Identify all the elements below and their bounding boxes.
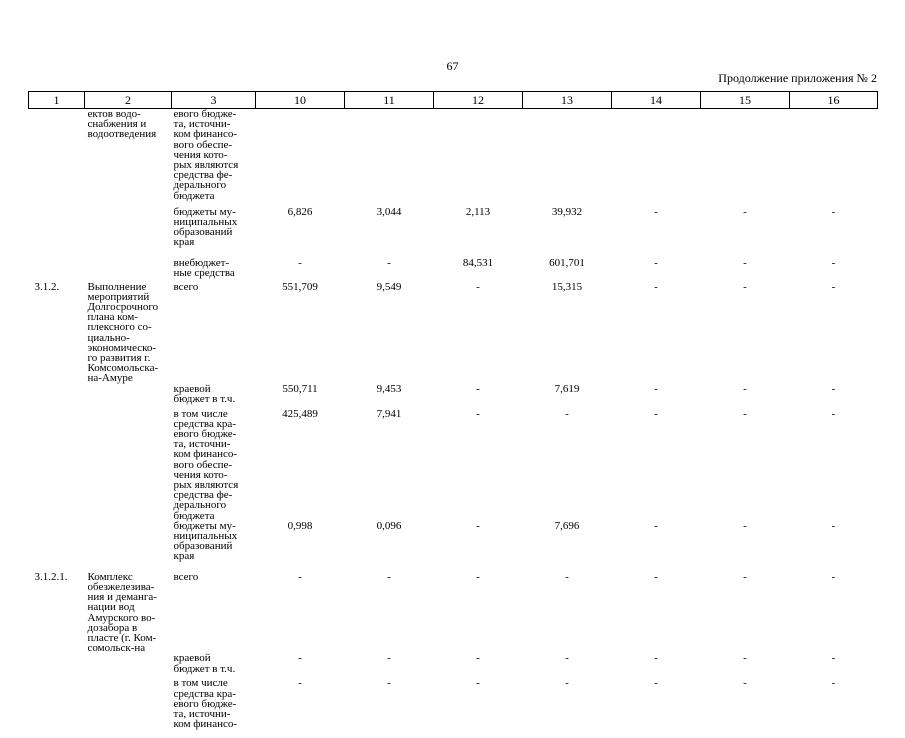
row-funding-source: бюджеты му- ниципальных образований края (172, 207, 256, 258)
row-value: - (701, 409, 790, 521)
row-name (85, 409, 172, 521)
row-funding-source: в том числе средства кра- евого бюдже- та, источни- ком финансо- (172, 678, 256, 738)
row-value: - (701, 572, 790, 654)
row-code (29, 258, 85, 282)
table-row (29, 282, 878, 384)
header-col-12: 12 (434, 92, 523, 109)
row-code (29, 109, 85, 207)
row-value: - (523, 409, 612, 521)
row-value (256, 109, 345, 207)
row-name (85, 207, 172, 258)
row-value: 39,932 (523, 207, 612, 258)
row-value: - (612, 678, 701, 738)
header-col-13: 13 (523, 92, 612, 109)
row-value: 2,113 (434, 207, 523, 258)
row-name (85, 653, 172, 678)
row-value (523, 109, 612, 207)
header-col-2: 2 (85, 92, 172, 109)
row-value: - (434, 521, 523, 572)
row-value: 3,044 (345, 207, 434, 258)
row-value: 425,489 (256, 409, 345, 521)
page-number: 67 (0, 59, 905, 74)
row-funding-source: всего (172, 572, 256, 654)
header-col-14: 14 (612, 92, 701, 109)
row-code (29, 384, 85, 409)
row-name: ектов водо- снабжения и водоотведения (85, 109, 172, 207)
row-value (612, 109, 701, 207)
row-value: 9,453 (345, 384, 434, 409)
table-row (29, 409, 878, 521)
table-row (29, 258, 878, 282)
row-value: - (612, 653, 701, 678)
row-value: 601,701 (523, 258, 612, 282)
row-funding-source: в том числе средства кра- евого бюдже- та, источни- ком финансо- вого обеспе- чения кото- рых являются средства фе- дерального бюджета (172, 409, 256, 521)
header-col-16: 16 (790, 92, 878, 109)
row-value: - (790, 207, 878, 258)
row-funding-source: внебюджет- ные средства (172, 258, 256, 282)
row-funding-source: евого бюдже- та, источни- ком финансо- вого обеспе- чения кото- рых являются средства фе- дерального бюджета (172, 109, 256, 207)
row-value: - (701, 258, 790, 282)
row-value: - (701, 384, 790, 409)
row-value: 551,709 (256, 282, 345, 384)
row-value: - (612, 207, 701, 258)
table-header-row (29, 92, 878, 109)
row-value: - (612, 282, 701, 384)
row-value: - (434, 282, 523, 384)
row-value: - (256, 678, 345, 738)
table-row (29, 109, 878, 207)
row-value: - (256, 572, 345, 654)
row-value: - (434, 678, 523, 738)
row-value: - (790, 521, 878, 572)
budget-table (28, 91, 878, 738)
row-value: 9,549 (345, 282, 434, 384)
row-funding-source: краевой бюджет в т.ч. (172, 384, 256, 409)
table-row (29, 384, 878, 409)
header-col-11: 11 (345, 92, 434, 109)
row-value: - (790, 409, 878, 521)
row-value: 7,619 (523, 384, 612, 409)
row-value: - (523, 572, 612, 654)
row-value: - (523, 678, 612, 738)
row-code (29, 678, 85, 738)
row-value: 0,096 (345, 521, 434, 572)
row-value: - (612, 258, 701, 282)
continuation-caption: Продолжение приложения № 2 (718, 71, 877, 86)
header-col-10: 10 (256, 92, 345, 109)
row-value: - (701, 678, 790, 738)
row-code: 3.1.2. (29, 282, 85, 384)
table-body (29, 109, 878, 738)
table-row (29, 653, 878, 678)
row-name: Выполнение мероприятий Долгосрочного плана ком- плексного со- циально- экономическо- го развития г. Комсомольска- на-Амуре (85, 282, 172, 384)
row-value: - (612, 384, 701, 409)
row-value: 7,941 (345, 409, 434, 521)
row-name: Комплекс обезжелезива- ния и деманга- нации вод Амурского во- дозабора в пласте (г. Ком- сомольск-на (85, 572, 172, 654)
row-code (29, 409, 85, 521)
row-value: - (790, 572, 878, 654)
row-value: - (790, 282, 878, 384)
row-value: 84,531 (434, 258, 523, 282)
row-value: - (701, 653, 790, 678)
row-code (29, 207, 85, 258)
row-code (29, 653, 85, 678)
row-value: 15,315 (523, 282, 612, 384)
row-value: - (345, 653, 434, 678)
table-row (29, 207, 878, 258)
header-col-3: 3 (172, 92, 256, 109)
row-value: - (434, 572, 523, 654)
row-value (701, 109, 790, 207)
row-value (345, 109, 434, 207)
row-value: - (434, 653, 523, 678)
row-code (29, 521, 85, 572)
row-value: - (612, 572, 701, 654)
row-value: - (790, 653, 878, 678)
row-value: - (790, 678, 878, 738)
row-value: - (790, 384, 878, 409)
row-funding-source: краевой бюджет в т.ч. (172, 653, 256, 678)
row-value: - (523, 653, 612, 678)
row-value: - (701, 521, 790, 572)
row-value: - (345, 678, 434, 738)
row-value: 7,696 (523, 521, 612, 572)
row-funding-source: всего (172, 282, 256, 384)
table-row (29, 678, 878, 738)
row-value: 0,998 (256, 521, 345, 572)
row-value: - (612, 409, 701, 521)
row-funding-source: бюджеты му- ниципальных образований края (172, 521, 256, 572)
row-value: 6,826 (256, 207, 345, 258)
row-name (85, 258, 172, 282)
header-col-1: 1 (29, 92, 85, 109)
row-value: - (434, 384, 523, 409)
row-value: - (256, 653, 345, 678)
row-value: - (790, 258, 878, 282)
row-value: - (612, 521, 701, 572)
row-name (85, 521, 172, 572)
row-value: - (701, 207, 790, 258)
row-value: 550,711 (256, 384, 345, 409)
row-value: - (345, 258, 434, 282)
row-code: 3.1.2.1. (29, 572, 85, 654)
header-col-15: 15 (701, 92, 790, 109)
row-value (434, 109, 523, 207)
row-name (85, 384, 172, 409)
row-name (85, 678, 172, 738)
table-row (29, 521, 878, 572)
row-value: - (434, 409, 523, 521)
row-value: - (701, 282, 790, 384)
row-value: - (345, 572, 434, 654)
row-value (790, 109, 878, 207)
row-value: - (256, 258, 345, 282)
table-row (29, 572, 878, 654)
